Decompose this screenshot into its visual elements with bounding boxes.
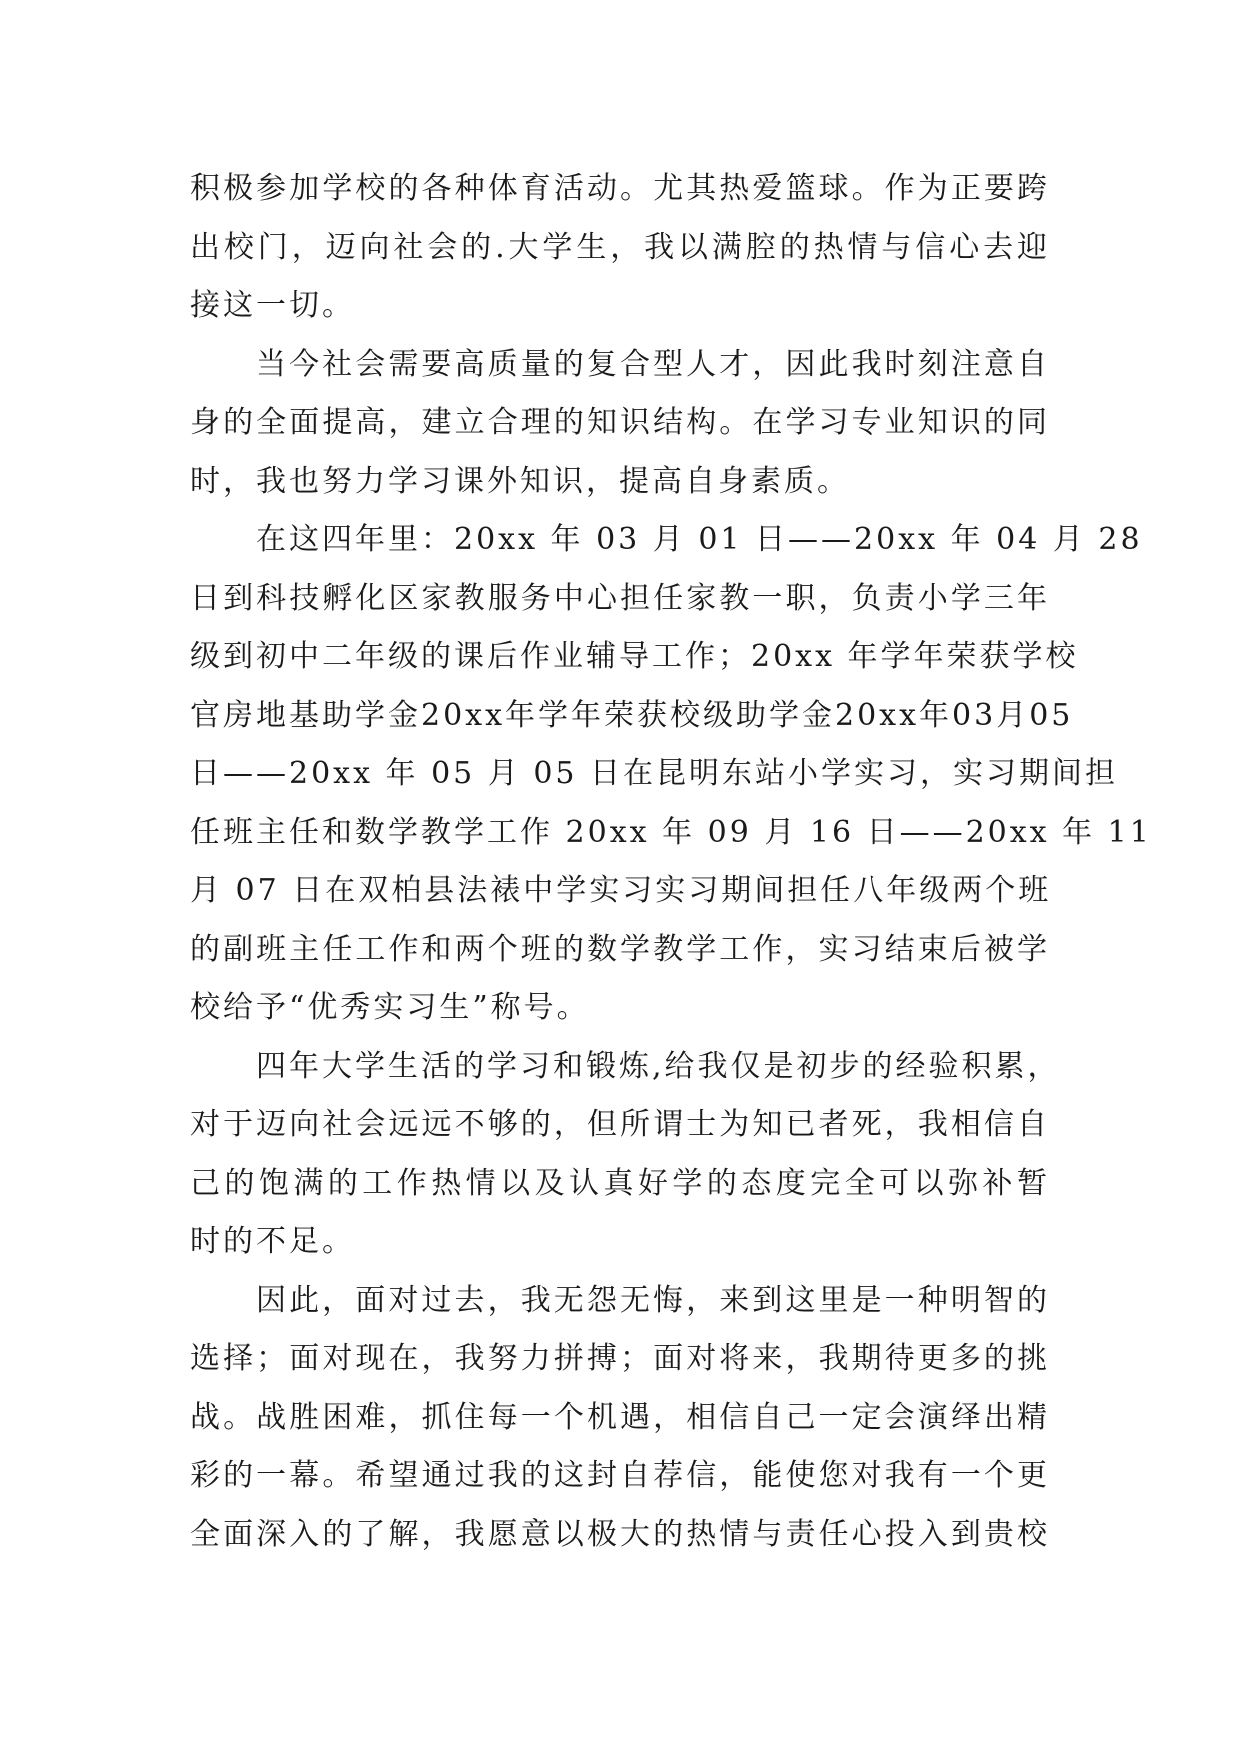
text-line: 在这四年里：20xx 年 03 月 01 日——20xx 年 04 月 28 (256, 522, 1143, 557)
text-line: 积极参加学校的各种体育活动。尤其热爱篮球。作为正要跨 (190, 171, 1050, 206)
document-body (190, 160, 1152, 1564)
text-line: 任班主任和数学教学工作 20xx 年 09 月 16 日——20xx 年 11 (190, 814, 1152, 850)
text-line: 时，我也努力学习课外知识，提高自身素质。 (190, 463, 850, 499)
text-line: 级到初中二年级的课后作业辅导工作；20xx 年学年荣获学校 (190, 639, 1079, 674)
text-line: 日——20xx 年 05 月 05 日在昆明东站小学实习，实习期间担 (190, 756, 1119, 791)
text-line: 接这一切。 (190, 288, 355, 323)
text-line: 的副班主任工作和两个班的数学教学工作，实习结束后被学 (190, 931, 1050, 967)
text-line: 当今社会需要高质量的复合型人才，因此我时刻注意自 (256, 346, 1050, 382)
text-line: 身的全面提高，建立合理的知识结构。在学习专业知识的同 (190, 405, 1050, 440)
text-line: 己的饱满的工作热情以及认真好学的态度完全可以弥补暂 (190, 1165, 1050, 1201)
text-line: 选择；面对现在，我努力拼搏；面对将来，我期待更多的挑 (190, 1341, 1050, 1376)
text-line: 校给予“优秀实习生”称号。 (190, 990, 590, 1025)
text-line: 因此，面对过去，我无怨无悔，来到这里是一种明智的 (256, 1282, 1050, 1318)
paragraph-4 (190, 1038, 1061, 1272)
paragraph-5 (190, 1272, 1050, 1565)
text-line: 对于迈向社会远远不够的，但所谓士为知已者死，我相信自 (190, 1107, 1050, 1142)
text-line: 战。战胜困难，抓住每一个机遇，相信自己一定会演绎出精 (190, 1399, 1050, 1435)
text-line: 四年大学生活的学习和锻炼,给我仅是初步的经验积累， (256, 1048, 1061, 1084)
text-line: 日到科技孵化区家教服务中心担任家教一职，负责小学三年 (190, 580, 1050, 616)
text-line: 出校门，迈向社会的.大学生，我以满腔的热情与信心去迎 (190, 229, 1050, 265)
paragraph-1 (190, 160, 1050, 336)
text-line: 官房地基助学金20xx年学年荣获校级助学金20xx年03月05 (190, 697, 1074, 733)
paragraph-3 (190, 511, 1152, 1038)
paragraph-2 (190, 336, 1050, 512)
text-line: 时的不足。 (190, 1224, 355, 1259)
text-line: 月 07 日在双柏县法裱中学实习实习期间担任八年级两个班 (190, 873, 1052, 908)
text-line: 彩的一幕。希望通过我的这封自荐信，能使您对我有一个更 (190, 1458, 1050, 1493)
text-line: 全面深入的了解，我愿意以极大的热情与责任心投入到贵校 (190, 1516, 1050, 1552)
